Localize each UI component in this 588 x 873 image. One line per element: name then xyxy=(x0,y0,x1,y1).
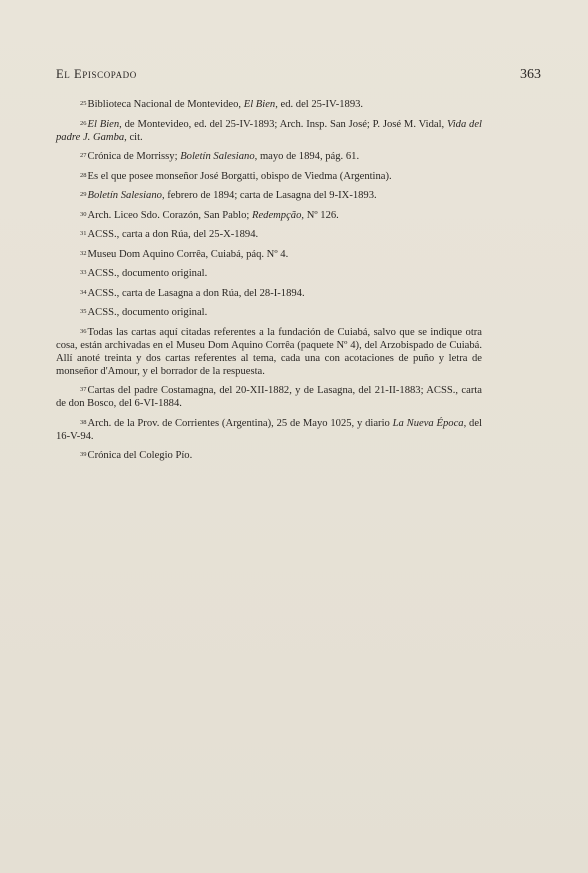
endnote-number: 39 xyxy=(80,451,87,458)
endnote-text: , ed. del 25-IV-1893. xyxy=(275,99,364,110)
endnotes-list xyxy=(56,98,482,469)
endnote-text: , febrero de 1894; carta de Lasagna del 9-IX-1893. xyxy=(161,190,377,201)
endnote-number: 26 xyxy=(80,119,87,127)
endnote-text: ACSS., carta a don Rúa, del 25-X-1894. xyxy=(87,229,259,240)
italic-title: El Bien xyxy=(243,99,276,110)
endnote-number: 37 xyxy=(80,386,87,393)
italic-title: La Nueva Época xyxy=(392,417,464,429)
endnote xyxy=(56,170,482,183)
endnote-text: ACSS., documento original. xyxy=(87,307,208,318)
endnote-number: 25 xyxy=(80,100,87,107)
endnote xyxy=(56,118,482,144)
running-header xyxy=(56,67,541,83)
endnote xyxy=(56,209,482,222)
endnote-number: 32 xyxy=(80,249,87,257)
endnote-text: Arch. de la Prov. de Corrientes (Argentina), 25 de Mayo 1025, y diario xyxy=(87,417,393,429)
endnote-text: ACSS., carta de Lasagna a don Rúa, del 28-I-1894. xyxy=(87,287,305,299)
endnote-text: Arch. Liceo Sdo. Corazón, San Pablo; xyxy=(87,209,252,221)
endnote-number: 30 xyxy=(80,210,87,218)
running-title: El Episcopado xyxy=(56,67,137,81)
endnote-number: 36 xyxy=(80,327,87,335)
endnote-number: 27 xyxy=(80,152,87,159)
italic-title: Redempção xyxy=(251,209,302,221)
endnote-text: , del 16-V-94. xyxy=(56,417,482,442)
endnote-text: , cit. xyxy=(124,131,143,143)
endnote-text: Es el que posee monseñor José Borgatti, obispo de Viedma (Argentina). xyxy=(87,170,392,182)
endnote xyxy=(56,449,482,462)
endnote-text: , mayo de 1894, pág. 61. xyxy=(254,151,360,162)
endnote-text: , de Montevideo, ed. del 25-IV-1893; Arch. Insp. San José; P. José M. Vidal, xyxy=(119,118,448,130)
endnote-number: 33 xyxy=(80,269,87,276)
endnote-number: 35 xyxy=(80,308,87,315)
endnote-number: 34 xyxy=(80,288,87,296)
endnote xyxy=(56,417,482,443)
endnote-text: Todas las cartas aquí citadas referentes a la fundación de Cuiabá, salvo que se indique otra cosa, están archivadas en el Museu Dom Aquino Corrêa (paquete Nº 4), del Arzobispado de Cuiabá. Allí anoté treinta y dos cartas referentes al tema, cada una con acotaciones de puño y letra de monseñor d'Amour, y el borrador de la respuesta. xyxy=(56,326,482,377)
endnote-number: 28 xyxy=(80,171,87,179)
endnote xyxy=(56,98,482,111)
endnote-text: , Nº 126. xyxy=(301,209,339,221)
endnote xyxy=(56,189,482,202)
endnote xyxy=(56,287,482,300)
endnote-text: Biblioteca Nacional de Montevideo, xyxy=(87,99,244,110)
endnote xyxy=(56,150,482,163)
endnote-number: 29 xyxy=(80,191,87,198)
endnote-text: ACSS., documento original. xyxy=(87,268,208,279)
endnote xyxy=(56,248,482,261)
endnote xyxy=(56,384,482,410)
endnote-text: Crónica del Colegio Pío. xyxy=(87,450,193,461)
endnote-text: Museu Dom Aquino Corrêa, Cuiabá, páq. Nº 4. xyxy=(87,248,289,260)
endnote xyxy=(56,267,482,280)
endnote-number: 31 xyxy=(80,230,87,237)
endnote-number: 38 xyxy=(80,418,87,426)
italic-title: Boletín Salesiano xyxy=(87,190,162,201)
page-number: 363 xyxy=(520,67,541,82)
endnote-text: Crónica de Morrissy; xyxy=(87,151,181,162)
endnote xyxy=(56,228,482,241)
endnote xyxy=(56,326,482,378)
italic-title: Vida del padre J. Gamba xyxy=(56,118,483,143)
endnote xyxy=(56,306,482,319)
italic-title: El Bien xyxy=(87,118,120,130)
endnote-text: Cartas del padre Costamagna, del 20-XII-1882, y de Lasagna, del 21-II-1883; ACSS., carta de don Bosco, del 6-VI-1884. xyxy=(56,385,482,409)
italic-title: Boletín Salesiano xyxy=(180,151,255,162)
